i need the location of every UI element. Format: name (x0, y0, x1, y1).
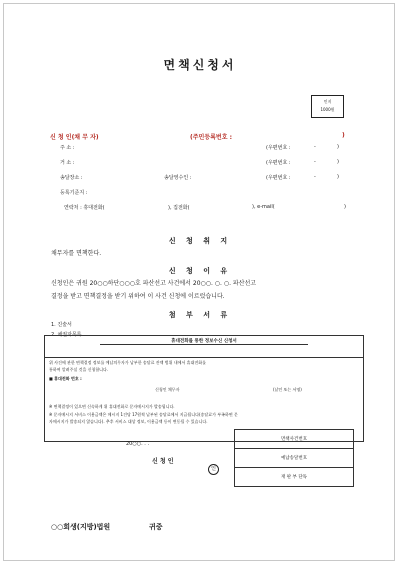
division-cell: 재 판 부 단독 (235, 468, 354, 487)
email-label: ), e-mail( (252, 204, 275, 210)
residence-label: 거 소 : (60, 160, 75, 166)
court-name: ○○회생(지방)법원 (51, 523, 111, 531)
reason-line-2: 결정을 받고 면책결정을 받기 위하여 이 사건 신청에 이르렀습니다. (51, 293, 225, 300)
notice-paragraph-line-2: 통하여 알려주실 것을 신청합니다. (49, 367, 109, 372)
register-base-label: 등록기준지 : (60, 190, 88, 196)
service-address-label: 송달장소 : (60, 175, 83, 181)
service-zip-close: ) (337, 174, 339, 180)
signature-label: 신 청 인 (152, 458, 174, 465)
revenue-stamp-box (311, 95, 344, 118)
address-zip-label: (우편번호 : (266, 145, 291, 151)
notice-title: 휴대전화를 통한 정보수신 신청서 (171, 339, 237, 344)
applicant-label: 신 청 인(채 무 자) (50, 134, 99, 141)
residence-zip-label: (우편번호 : (266, 160, 291, 166)
stamp-label: 인지 (323, 99, 332, 104)
notice-title-underline (100, 344, 308, 345)
home-phone-label: ), 집전화( (168, 205, 190, 211)
address-label: 주 소 : (60, 145, 75, 151)
attachment-item: 1. 진술서 (51, 322, 72, 328)
deposit-number-cell: 예납송달번호 (235, 449, 354, 468)
seal-icon: 인 (208, 464, 219, 475)
purpose-heading: 신 청 취 지 (168, 237, 232, 245)
address-zip-close: ) (337, 144, 339, 150)
notice-note-2: ※ 문자메시지 서비스 이용금액은 메시지 1건당 17원씩 납부된 송달료에서 지급됩니다(송달료가 부족하면 문 (49, 412, 238, 417)
application-date: 20○○. . . (126, 441, 150, 447)
email-close: ) (344, 204, 346, 210)
case-number-cell: 면책사건번호 (235, 430, 354, 449)
grid-row (235, 468, 354, 487)
reason-heading: 신 청 이 유 (168, 267, 232, 275)
service-zip-dash: - (314, 174, 316, 180)
mobile-phone-label: 연락처 : 휴대전화( (64, 205, 105, 211)
grid-row (235, 449, 354, 468)
stamp-amount: 1000원 (320, 107, 335, 112)
document-page (3, 3, 395, 561)
residence-zip-close: ) (337, 159, 339, 165)
resident-number-label: (주민등록번호 : (190, 134, 233, 141)
mobile-notice-box (44, 335, 364, 442)
address-zip-dash: - (314, 144, 316, 150)
notice-signer-label: 신청인 채무자 (155, 387, 180, 392)
service-recipient-label: 송달영수인 : (164, 175, 192, 181)
court-processing-grid (234, 429, 354, 487)
document-title: 면책신청서 (163, 58, 237, 72)
notice-phone-label: ■ 휴대전화 번호 : (49, 376, 82, 381)
residence-zip-dash: - (314, 159, 316, 165)
notice-paragraph-line-1: 위 사건에 관한 면책결정 정보를 예납의무자가 납부한 송달료 잔액 범위 내에서 휴대전화를 (49, 360, 206, 365)
notice-divider (45, 357, 363, 358)
notice-note-3: 자메시지가 발송되지 않습니다). 추후 서비스 대상 정보, 이용금액 등이 변동될 수 있습니다. (49, 419, 208, 424)
attachment-item: 2. 채권자목록 (51, 332, 82, 338)
notice-note-1: ※ 면책결정이 있으면 신속하게 위 휴대전화로 문자메시지가 발송됩니다. (49, 404, 175, 409)
seal-mark (208, 455, 219, 475)
service-zip-label: (우편번호 : (266, 175, 291, 181)
notice-sign-label: (날인 또는 서명) (273, 387, 302, 392)
grid-row (235, 430, 354, 449)
court-suffix: 귀중 (149, 523, 163, 531)
attachments-heading: 첨 부 서 류 (168, 311, 232, 319)
resident-number-close: ) (342, 132, 345, 139)
purpose-text: 채무자를 면책한다. (51, 250, 102, 257)
reason-line-1: 신청인은 귀원 20○○하단○○○호 파산선고 사건에서 20○○. ○. ○. 파산선고 (51, 280, 257, 287)
